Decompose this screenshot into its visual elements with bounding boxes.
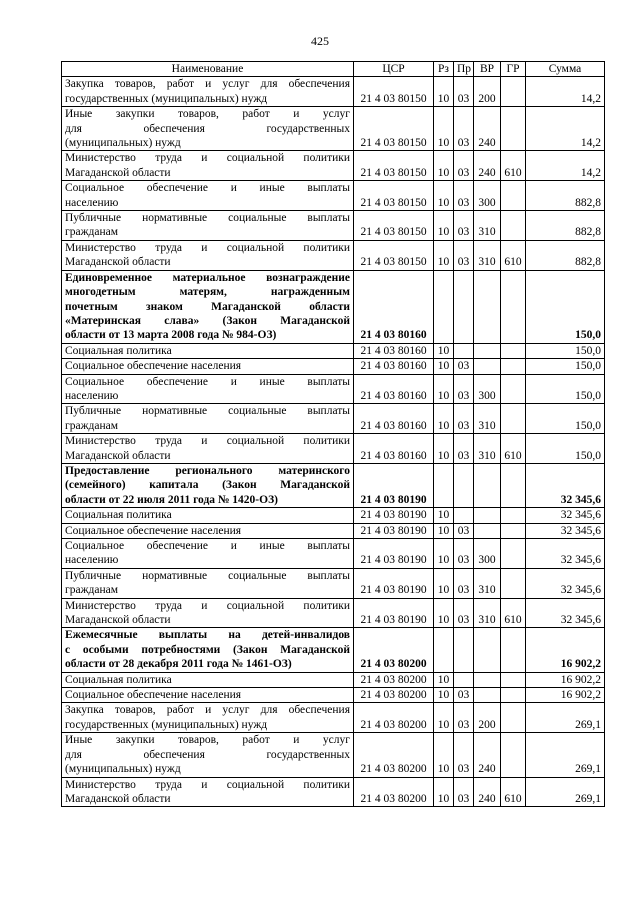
row-name <box>62 539 354 569</box>
row-name <box>62 672 354 687</box>
row-name-line: населению <box>65 554 119 567</box>
row-name-line: Министерство труда и социальной политики <box>65 241 350 254</box>
row-vr: 240 <box>474 151 501 181</box>
row-gr <box>501 77 526 107</box>
row-sum: 32 345,6 <box>526 523 605 538</box>
row-pr: 03 <box>454 359 474 374</box>
row-name <box>62 463 354 507</box>
row-gr <box>501 181 526 211</box>
row-vr: 310 <box>474 211 501 241</box>
row-rz: 10 <box>434 404 454 434</box>
row-csr: 21 4 03 80150 <box>354 77 434 107</box>
row-name-line: «Материнская слава» (Закон Магаданской <box>65 314 350 327</box>
row-name-line: населению <box>65 389 119 402</box>
row-rz: 10 <box>434 151 454 181</box>
table-row <box>62 434 605 464</box>
row-gr <box>501 270 526 343</box>
row-name-line: Предоставление регионального материнского <box>65 464 350 477</box>
row-gr <box>501 688 526 703</box>
row-vr: 300 <box>474 539 501 569</box>
row-sum: 16 902,2 <box>526 628 605 672</box>
row-pr: 03 <box>454 211 474 241</box>
row-name-line: Магаданской области <box>65 614 171 627</box>
row-name-line: многодетным матерям, награжденным <box>65 286 350 299</box>
row-gr <box>501 568 526 598</box>
table-row <box>62 211 605 241</box>
row-name <box>62 628 354 672</box>
row-rz: 10 <box>434 240 454 270</box>
row-pr <box>454 628 474 672</box>
row-vr: 310 <box>474 598 501 628</box>
row-gr: 610 <box>501 434 526 464</box>
row-name <box>62 404 354 434</box>
row-name-line: (муниципальных) нужд <box>65 763 181 776</box>
row-pr: 03 <box>454 181 474 211</box>
row-name-line: области от 28 декабря 2011 года № 1461-ОЗ) <box>65 658 292 671</box>
row-sum: 882,8 <box>526 211 605 241</box>
row-name <box>62 598 354 628</box>
row-name <box>62 107 354 151</box>
row-sum: 32 345,6 <box>526 568 605 598</box>
row-rz <box>434 463 454 507</box>
table-row <box>62 151 605 181</box>
row-pr <box>454 463 474 507</box>
row-sum: 150,0 <box>526 404 605 434</box>
row-name <box>62 151 354 181</box>
table-row <box>62 523 605 538</box>
row-rz: 10 <box>434 672 454 687</box>
row-vr <box>474 463 501 507</box>
table-row <box>62 240 605 270</box>
row-rz: 10 <box>434 598 454 628</box>
row-rz: 10 <box>434 777 454 807</box>
row-csr: 21 4 03 80190 <box>354 463 434 507</box>
row-vr <box>474 508 501 523</box>
header-vr: ВР <box>474 62 501 77</box>
row-gr <box>501 523 526 538</box>
row-sum: 882,8 <box>526 240 605 270</box>
row-csr: 21 4 03 80150 <box>354 211 434 241</box>
row-name-line: Социальное обеспечение населения <box>65 360 242 373</box>
row-name-line: Публичные нормативные социальные выплаты <box>65 212 350 225</box>
row-name <box>62 523 354 538</box>
row-name-line: (семейного) капитала (Закон Магаданской <box>65 479 350 492</box>
row-gr <box>501 508 526 523</box>
row-gr: 610 <box>501 151 526 181</box>
row-rz: 10 <box>434 703 454 733</box>
row-csr: 21 4 03 80160 <box>354 359 434 374</box>
row-sum: 32 345,6 <box>526 539 605 569</box>
row-sum: 14,2 <box>526 107 605 151</box>
row-name-line: Иные закупки товаров, работ и услуг <box>65 734 350 747</box>
table-row <box>62 672 605 687</box>
row-pr <box>454 270 474 343</box>
table-header-row <box>62 62 605 77</box>
row-name <box>62 240 354 270</box>
row-vr: 240 <box>474 733 501 777</box>
row-vr <box>474 688 501 703</box>
row-name-line: гражданам <box>65 584 119 597</box>
row-name-line: Закупка товаров, работ и услуг для обеспечения <box>65 704 350 717</box>
table-row <box>62 404 605 434</box>
row-sum: 32 345,6 <box>526 598 605 628</box>
row-name-line: Министерство труда и социальной политики <box>65 435 350 448</box>
row-sum: 882,8 <box>526 181 605 211</box>
row-name-line: Магаданской области <box>65 792 171 805</box>
row-csr: 21 4 03 80190 <box>354 598 434 628</box>
table-row <box>62 733 605 777</box>
row-name-line: Публичные нормативные социальные выплаты <box>65 569 350 582</box>
row-rz: 10 <box>434 107 454 151</box>
row-gr <box>501 374 526 404</box>
row-name-line: Публичные нормативные социальные выплаты <box>65 405 350 418</box>
row-name <box>62 733 354 777</box>
row-name-line: государственных (муниципальных) нужд <box>65 718 268 731</box>
row-name-line: для обеспечения государственных <box>65 122 350 135</box>
row-name-line: (муниципальных) нужд <box>65 137 181 150</box>
row-sum: 150,0 <box>526 270 605 343</box>
budget-table <box>61 61 605 807</box>
row-pr: 03 <box>454 688 474 703</box>
row-gr <box>501 404 526 434</box>
row-name-line: Социальное обеспечение населения <box>65 524 242 537</box>
row-pr: 03 <box>454 77 474 107</box>
header-rz: Рз <box>434 62 454 77</box>
row-vr: 200 <box>474 703 501 733</box>
row-vr: 240 <box>474 107 501 151</box>
row-pr: 03 <box>454 107 474 151</box>
row-pr <box>454 672 474 687</box>
row-vr <box>474 359 501 374</box>
row-vr <box>474 628 501 672</box>
row-pr: 03 <box>454 434 474 464</box>
row-rz: 10 <box>434 211 454 241</box>
row-name <box>62 703 354 733</box>
row-vr: 300 <box>474 374 501 404</box>
row-csr: 21 4 03 80190 <box>354 539 434 569</box>
row-vr: 300 <box>474 181 501 211</box>
row-sum: 32 345,6 <box>526 463 605 507</box>
row-vr: 200 <box>474 77 501 107</box>
table-row <box>62 359 605 374</box>
row-gr <box>501 463 526 507</box>
table-row <box>62 181 605 211</box>
row-rz <box>434 628 454 672</box>
table-row <box>62 688 605 703</box>
table-body <box>62 77 605 807</box>
row-rz <box>434 270 454 343</box>
row-name-line: населению <box>65 196 119 209</box>
row-name-line: Социальное обеспечение и иные выплаты <box>65 540 350 552</box>
row-gr <box>501 539 526 569</box>
row-name-line: гражданам <box>65 419 119 432</box>
table-row <box>62 463 605 507</box>
row-rz: 10 <box>434 568 454 598</box>
row-name <box>62 77 354 107</box>
table-row <box>62 77 605 107</box>
row-name-line: государственных (муниципальных) нужд <box>65 92 268 105</box>
row-vr: 310 <box>474 240 501 270</box>
row-name-line: Министерство труда и социальной политики <box>65 599 350 612</box>
row-csr: 21 4 03 80200 <box>354 777 434 807</box>
row-name-line: почетным знаком Магаданской области <box>65 300 350 313</box>
row-name <box>62 434 354 464</box>
row-csr: 21 4 03 80200 <box>354 672 434 687</box>
row-pr: 03 <box>454 539 474 569</box>
row-name-line: Социальная политика <box>65 509 172 522</box>
row-sum: 150,0 <box>526 359 605 374</box>
row-csr: 21 4 03 80160 <box>354 374 434 404</box>
row-name <box>62 688 354 703</box>
row-csr: 21 4 03 80160 <box>354 434 434 464</box>
page-number: 425 <box>311 34 329 48</box>
row-gr <box>501 628 526 672</box>
row-vr <box>474 672 501 687</box>
row-csr: 21 4 03 80160 <box>354 404 434 434</box>
row-name-line: с особыми потребностями (Закон Магаданской <box>65 643 350 656</box>
row-csr: 21 4 03 80200 <box>354 628 434 672</box>
row-name-line: Единовременное материальное вознаграждение <box>65 271 350 284</box>
table-row <box>62 107 605 151</box>
row-csr: 21 4 03 80190 <box>354 508 434 523</box>
row-gr <box>501 343 526 358</box>
row-name <box>62 270 354 343</box>
row-sum: 269,1 <box>526 703 605 733</box>
row-pr: 03 <box>454 523 474 538</box>
row-name-line: Социальное обеспечение и иные выплаты <box>65 182 350 195</box>
row-name-line: гражданам <box>65 226 119 239</box>
row-csr: 21 4 03 80200 <box>354 688 434 703</box>
row-pr: 03 <box>454 240 474 270</box>
row-pr: 03 <box>454 374 474 404</box>
row-rz: 10 <box>434 523 454 538</box>
row-name <box>62 374 354 404</box>
row-rz: 10 <box>434 688 454 703</box>
row-sum: 150,0 <box>526 434 605 464</box>
row-pr: 03 <box>454 598 474 628</box>
row-name <box>62 777 354 807</box>
row-name-line: Социальное обеспечение и иные выплаты <box>65 375 350 388</box>
row-sum: 16 902,2 <box>526 688 605 703</box>
row-pr: 03 <box>454 703 474 733</box>
row-rz: 10 <box>434 733 454 777</box>
row-gr <box>501 359 526 374</box>
row-rz: 10 <box>434 77 454 107</box>
row-name-line: области от 13 марта 2008 года № 984-ОЗ) <box>65 329 277 342</box>
row-vr <box>474 523 501 538</box>
row-rz: 10 <box>434 343 454 358</box>
row-csr: 21 4 03 80160 <box>354 343 434 358</box>
row-name-line: Министерство труда и социальной политики <box>65 152 350 165</box>
row-vr: 310 <box>474 568 501 598</box>
row-gr <box>501 733 526 777</box>
row-csr: 21 4 03 80200 <box>354 703 434 733</box>
table-row <box>62 508 605 523</box>
row-gr: 610 <box>501 777 526 807</box>
row-name-line: Магаданской области <box>65 449 171 462</box>
row-vr: 310 <box>474 434 501 464</box>
row-gr <box>501 211 526 241</box>
row-pr: 03 <box>454 404 474 434</box>
table-row <box>62 598 605 628</box>
header-name: Наименование <box>62 62 354 77</box>
row-name <box>62 508 354 523</box>
row-sum: 150,0 <box>526 374 605 404</box>
table-row <box>62 568 605 598</box>
row-rz: 10 <box>434 508 454 523</box>
row-sum: 150,0 <box>526 343 605 358</box>
row-sum: 269,1 <box>526 777 605 807</box>
row-name <box>62 211 354 241</box>
row-rz: 10 <box>434 434 454 464</box>
row-sum: 16 902,2 <box>526 672 605 687</box>
row-csr: 21 4 03 80150 <box>354 181 434 211</box>
row-name-line: Ежемесячные выплаты на детей-инвалидов <box>65 629 350 642</box>
row-vr <box>474 343 501 358</box>
row-sum: 14,2 <box>526 151 605 181</box>
row-name-line: Социальная политика <box>65 673 172 686</box>
row-name-line: Иные закупки товаров, работ и услуг <box>65 108 350 121</box>
row-rz: 10 <box>434 374 454 404</box>
row-pr: 03 <box>454 568 474 598</box>
table-row <box>62 703 605 733</box>
row-pr <box>454 508 474 523</box>
row-sum: 14,2 <box>526 77 605 107</box>
row-pr <box>454 343 474 358</box>
row-csr: 21 4 03 80190 <box>354 568 434 598</box>
row-csr: 21 4 03 80150 <box>354 151 434 181</box>
row-pr: 03 <box>454 151 474 181</box>
table-row <box>62 270 605 343</box>
row-gr: 610 <box>501 598 526 628</box>
table-row <box>62 343 605 358</box>
table-row <box>62 539 605 569</box>
row-rz: 10 <box>434 539 454 569</box>
row-gr <box>501 107 526 151</box>
row-name <box>62 568 354 598</box>
row-name-line: Закупка товаров, работ и услуг для обеспечения <box>65 78 350 91</box>
header-csr: ЦСР <box>354 62 434 77</box>
row-name-line: области от 22 июля 2011 года № 1420-ОЗ) <box>65 493 278 506</box>
row-name-line: Министерство труда и социальной политики <box>65 778 350 791</box>
row-pr: 03 <box>454 777 474 807</box>
row-name-line: Социальное обеспечение населения <box>65 689 242 702</box>
row-csr: 21 4 03 80150 <box>354 240 434 270</box>
row-name-line: Магаданской области <box>65 256 171 269</box>
header-sum: Сумма <box>526 62 605 77</box>
row-rz: 10 <box>434 359 454 374</box>
row-vr <box>474 270 501 343</box>
row-name-line: для обеспечения государственных <box>65 748 350 761</box>
row-name <box>62 181 354 211</box>
row-name <box>62 359 354 374</box>
row-csr: 21 4 03 80190 <box>354 523 434 538</box>
header-gr: ГР <box>501 62 526 77</box>
row-gr <box>501 672 526 687</box>
row-name-line: Социальная политика <box>65 344 172 357</box>
row-csr: 21 4 03 80160 <box>354 270 434 343</box>
row-pr: 03 <box>454 733 474 777</box>
row-sum: 269,1 <box>526 733 605 777</box>
row-csr: 21 4 03 80200 <box>354 733 434 777</box>
row-gr <box>501 703 526 733</box>
table-row <box>62 628 605 672</box>
row-csr: 21 4 03 80150 <box>354 107 434 151</box>
row-name-line: Магаданской области <box>65 166 171 179</box>
row-vr: 310 <box>474 404 501 434</box>
row-name <box>62 343 354 358</box>
row-rz: 10 <box>434 181 454 211</box>
header-pr: Пр <box>454 62 474 77</box>
row-sum: 32 345,6 <box>526 508 605 523</box>
row-vr: 240 <box>474 777 501 807</box>
table-row <box>62 777 605 807</box>
row-gr: 610 <box>501 240 526 270</box>
table-row <box>62 374 605 404</box>
